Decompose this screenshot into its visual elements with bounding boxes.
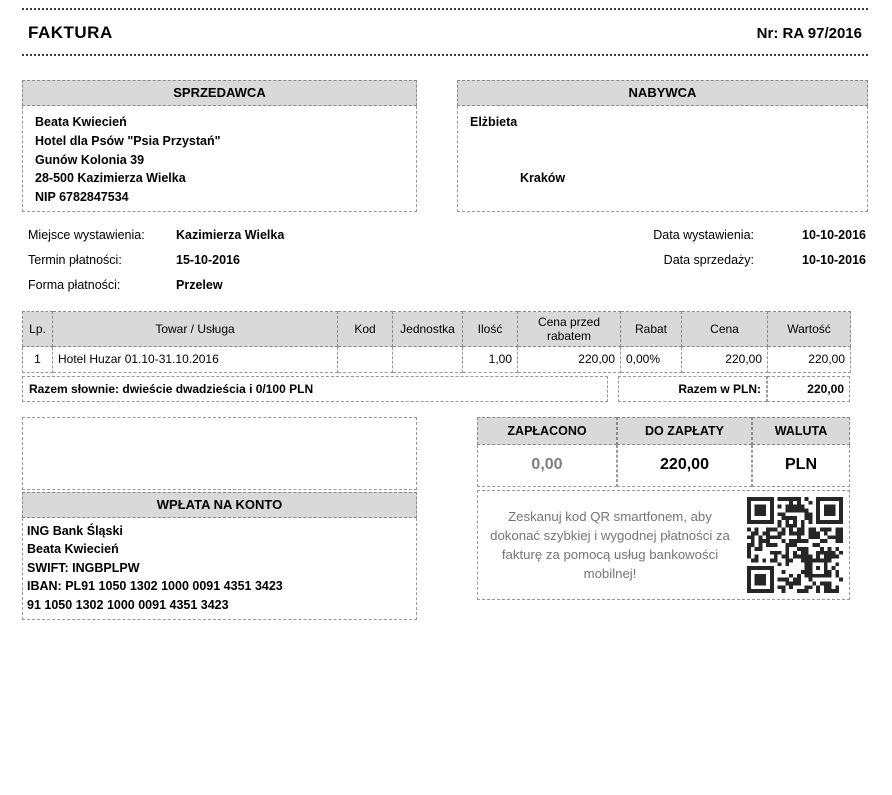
bank-name: ING Bank Śląski xyxy=(27,524,123,538)
total-label: Razem w PLN: xyxy=(618,376,767,402)
totals-row xyxy=(22,376,850,402)
currency-value: PLN xyxy=(752,445,850,487)
payment-due-label: Termin płatności: xyxy=(28,253,122,267)
column-header-item: Towar / Usługa xyxy=(53,312,338,347)
items-table xyxy=(22,311,851,373)
buyer-details xyxy=(457,106,868,212)
bank-heading: WPŁATA NA KONTO xyxy=(22,492,417,518)
table-row xyxy=(23,347,851,373)
buyer-city: Kraków xyxy=(520,171,566,186)
lower-left-column xyxy=(22,417,417,620)
buyer-blank-line xyxy=(470,132,855,151)
buyer-name: Elżbieta xyxy=(470,115,518,129)
meta-left-column xyxy=(28,228,284,303)
paid-header: ZAPŁACONO xyxy=(477,417,617,445)
seller-city: 28-500 Kazimierza Wielka xyxy=(35,171,186,186)
qr-section xyxy=(477,490,850,600)
due-header: DO ZAPŁATY xyxy=(617,417,752,445)
buyer-section xyxy=(457,80,868,212)
payment-summary xyxy=(477,417,850,487)
issue-date-value: 10-10-2016 xyxy=(802,228,866,242)
issue-date-label: Data wystawienia: xyxy=(653,228,754,242)
items-header-row xyxy=(23,312,851,347)
seller-section xyxy=(22,80,417,212)
column-header-discount: Rabat xyxy=(621,312,682,347)
seller-name: Beata Kwiecień xyxy=(35,115,127,129)
column-header-lp: Lp. xyxy=(23,312,53,347)
bank-account-holder: Beata Kwiecień xyxy=(27,542,119,557)
paid-value: 0,00 xyxy=(477,445,617,487)
meta-row-payment-method xyxy=(28,278,284,292)
lower-section xyxy=(22,417,868,620)
sale-date-value: 10-10-2016 xyxy=(802,253,866,267)
meta-row-sale-date xyxy=(586,253,866,267)
item-lp: 1 xyxy=(23,347,53,373)
column-header-price: Cena xyxy=(682,312,768,347)
page-title: FAKTURA xyxy=(28,23,113,42)
column-header-code: Kod xyxy=(338,312,393,347)
total-in-words: Razem słownie: dwieście dwadzieścia i 0/100 PLN xyxy=(22,376,608,402)
parties-section xyxy=(22,80,868,212)
meta-row-place xyxy=(28,228,284,242)
meta-row-due-date xyxy=(28,253,284,267)
seller-street: Gunów Kolonia 39 xyxy=(35,152,145,167)
bank-account-number: 91 1050 1302 1000 0091 4351 3423 xyxy=(27,597,229,612)
meta-row-issue-date xyxy=(586,228,866,242)
payment-method-label: Forma płatności: xyxy=(28,278,121,292)
qr-caption: Zeskanuj kod QR smartfonem, aby dokonać szybkiej i wygodnej płatności za fakturę za pomocą usług bankowości mobilnej! xyxy=(490,509,730,581)
item-price-before-discount: 220,00 xyxy=(518,347,621,373)
invoice-number: Nr: RA 97/2016 xyxy=(756,24,862,42)
item-discount: 0,00% xyxy=(621,347,682,373)
item-qty: 1,00 xyxy=(463,347,518,373)
column-header-value: Wartość xyxy=(768,312,851,347)
sale-date-label: Data sprzedaży: xyxy=(663,253,754,267)
item-price: 220,00 xyxy=(682,347,768,373)
invoice-meta xyxy=(22,228,868,303)
seller-heading: SPRZEDAWCA xyxy=(22,80,417,106)
lower-right-column xyxy=(477,417,850,620)
qr-code-icon xyxy=(747,497,843,593)
item-code xyxy=(338,347,393,373)
item-unit xyxy=(393,347,463,373)
payment-due-value: 15-10-2016 xyxy=(176,253,240,267)
seller-nip: NIP 6782847534 xyxy=(35,190,129,205)
bank-iban: IBAN: PL91 1050 1302 1000 0091 4351 3423 xyxy=(27,579,283,594)
bank-swift: SWIFT: INGBPLPW xyxy=(27,560,140,575)
bank-details xyxy=(22,518,417,620)
column-header-qty: Ilość xyxy=(463,312,518,347)
buyer-blank-line xyxy=(470,151,855,170)
payment-method-value: Przelew xyxy=(176,278,223,292)
notes-box xyxy=(22,417,417,490)
total-value: 220,00 xyxy=(767,376,850,402)
column-header-unit: Jednostka xyxy=(393,312,463,347)
buyer-heading: NABYWCA xyxy=(457,80,868,106)
place-of-issue-value: Kazimierza Wielka xyxy=(176,228,285,242)
item-name: Hotel Huzar 01.10-31.10.2016 xyxy=(53,347,338,373)
due-value: 220,00 xyxy=(617,445,752,487)
place-of-issue-label: Miejsce wystawienia: xyxy=(28,228,145,242)
currency-header: WALUTA xyxy=(752,417,850,445)
invoice-content xyxy=(22,0,868,620)
header-divider xyxy=(22,54,868,56)
column-header-price-before-discount: Cena przed rabatem xyxy=(518,312,621,347)
item-value: 220,00 xyxy=(768,347,851,373)
seller-details xyxy=(22,106,417,212)
seller-company: Hotel dla Psów "Psia Przystań" xyxy=(35,133,221,148)
meta-right-column xyxy=(586,228,866,303)
title-row xyxy=(22,10,868,54)
